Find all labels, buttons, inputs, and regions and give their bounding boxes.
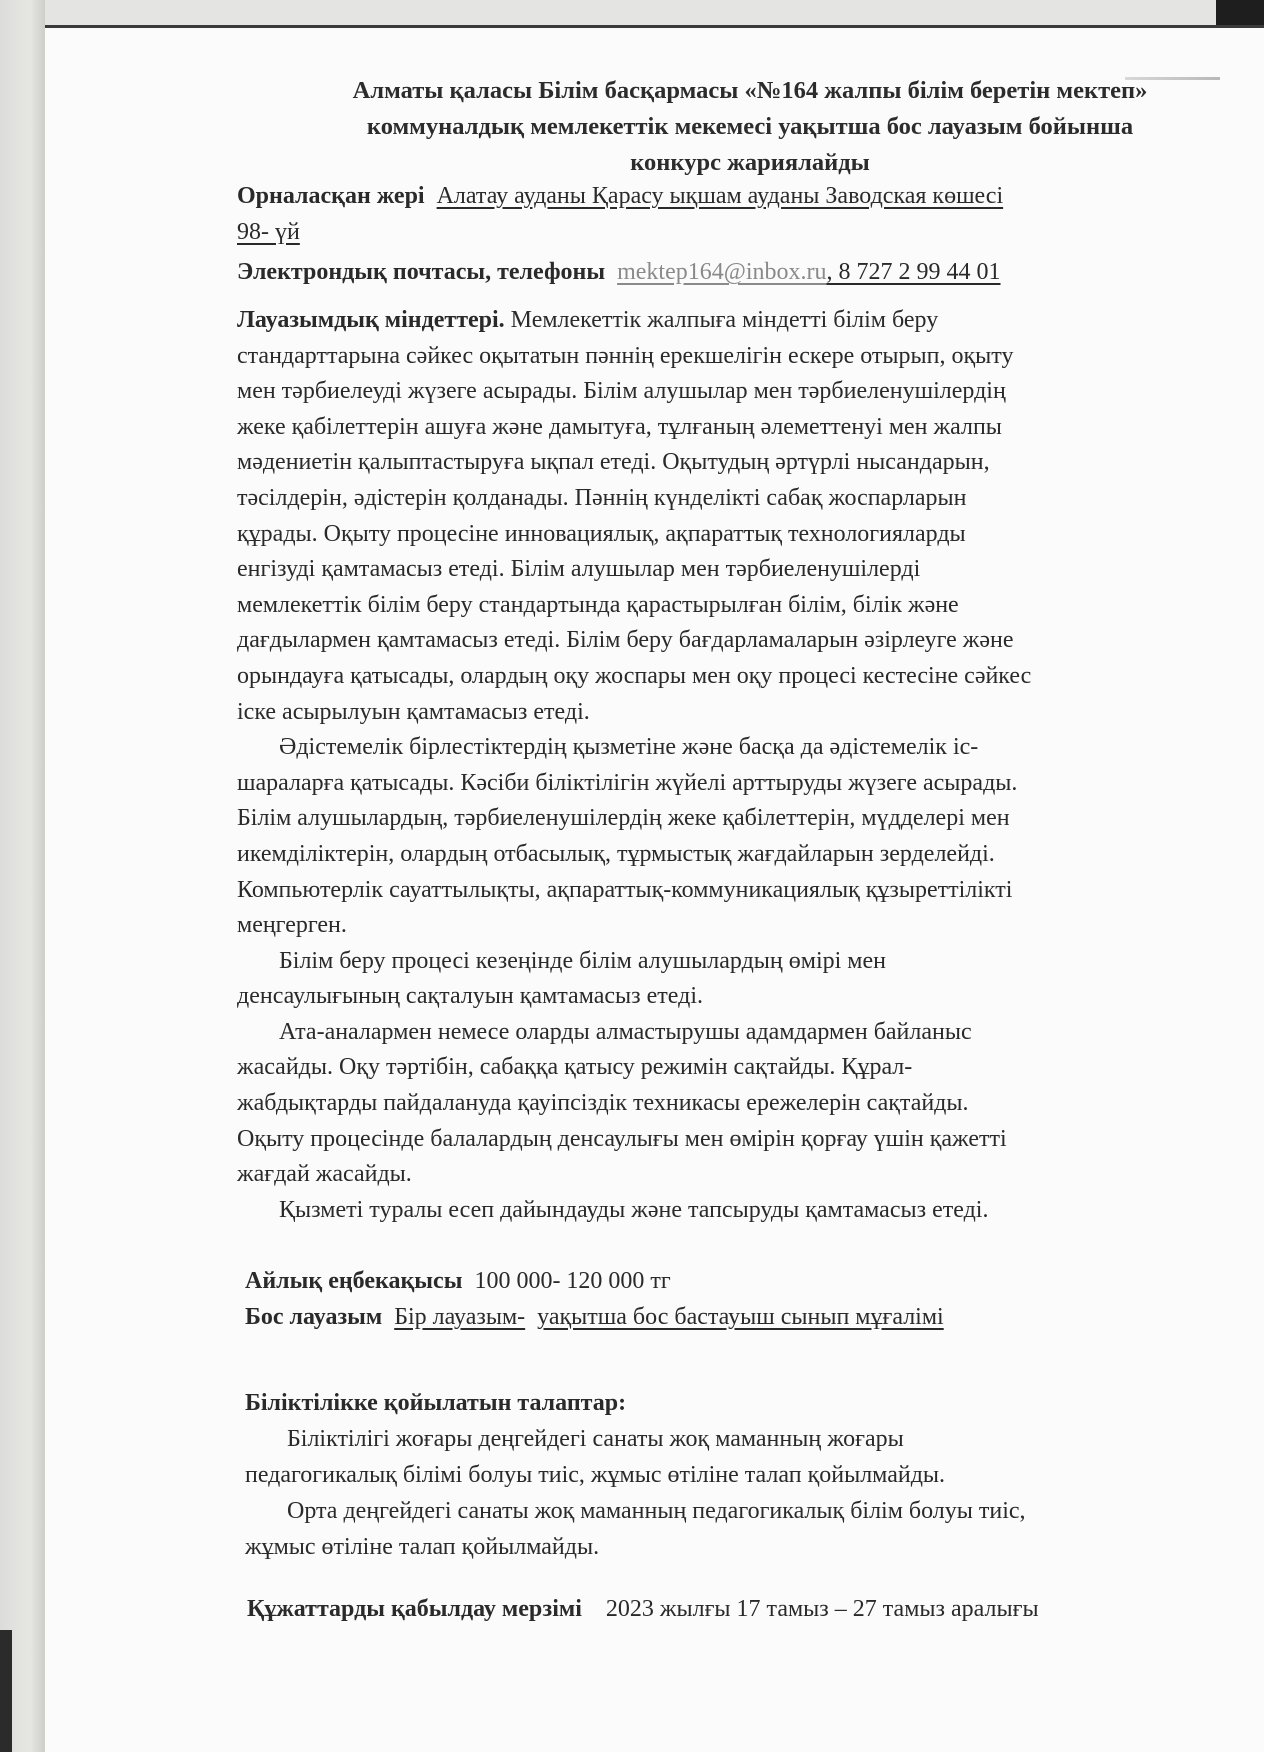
- requirements-section: [245, 1385, 1255, 1565]
- requirements-label: Біліктілікке қойылатын талаптар:: [245, 1390, 627, 1416]
- duties-line: стандарттарына сәйкес оқытатын пәннің ерекшелігін ескере отырып, оқыту: [237, 342, 1014, 369]
- duties-line: енгізуді қамтамасыз етеді. Білім алушылар мен тәрбиеленушілерді: [237, 556, 921, 583]
- duties-line: Білім беру процесі кезеңінде білім алушылардың өмірі мен: [279, 947, 886, 974]
- duties-line: Білім алушылардың, тәрбиеленушілердің жеке қабілеттерін, мүдделері мен: [237, 805, 1010, 832]
- duties-line: жасайды. Оқу тәртібін, сабаққа қатысу режимін сақтайды. Құрал-: [237, 1054, 913, 1081]
- deadline-label: Құжаттарды қабылдау мерзімі: [247, 1596, 582, 1622]
- duties-line: дағдылармен қамтамасыз етеді. Білім беру бағдарламаларын әзірлеуге және: [237, 627, 1014, 654]
- location-value-cont: 98- үй: [237, 219, 300, 245]
- duties-line: меңгерген.: [237, 912, 347, 939]
- scan-shadow-top-right: [1216, 0, 1264, 26]
- scan-shadow-bottom-left: [0, 1630, 12, 1752]
- requirements-line: Орта деңгейдегі санаты жоқ маманның педагогикалық білім болуы тиіс,: [287, 1498, 1026, 1524]
- duties-section: [237, 303, 1247, 1228]
- title-line: Алматы қаласы Білім басқармасы «№164 жалпы білім беретін мектеп»: [352, 77, 1148, 104]
- duties-line: Әдістемелік бірлестіктердің қызметіне және басқа да әдістемелік іс-: [279, 734, 979, 761]
- document-title: [245, 73, 1255, 181]
- location-label: Орналасқан жері: [237, 183, 425, 209]
- duties-line: Қызметі туралы есеп дайындауды және тапсыруды қамтамасыз етеді.: [279, 1196, 989, 1223]
- duties-label: Лауазымдық міндеттері.: [237, 307, 505, 333]
- scan-edge-left: [0, 0, 45, 1752]
- requirements-line: Біліктілігі жоғары деңгейдегі санаты жоқ маманның жоғары: [287, 1426, 904, 1452]
- vacancy-value: Бір лауазым-: [394, 1304, 526, 1330]
- duties-line: шараларға қатысады. Кәсіби біліктілігін жүйелі арттыруды жүзеге асырады.: [237, 769, 1018, 796]
- phone-number: , 8 727 2 99 44 01: [826, 259, 1001, 285]
- location-value: Алатау ауданы Қарасу ықшам ауданы Заводская көшесі: [436, 183, 1004, 209]
- contact-section: [237, 254, 1247, 290]
- title-line: коммуналдық мемлекеттік мекемесі уақытша бос лауазым бойынша: [366, 113, 1134, 140]
- deadline-section: [247, 1591, 1257, 1627]
- duties-line: Ата-аналармен немесе оларды алмастырушы адамдармен байланыс: [279, 1018, 972, 1045]
- salary-section: [245, 1263, 1255, 1335]
- duties-line: денсаулығының сақталуын қамтамасыз етеді.: [237, 983, 703, 1010]
- email-link[interactable]: mektep164@inbox.ru: [617, 259, 827, 285]
- vacancy-label: Бос лауазым: [245, 1304, 383, 1330]
- duties-line: мәдениетін қалыптастыруға ықпал етеді. Оқытудың әртүрлі нысандарын,: [237, 449, 990, 476]
- duties-line: икемділіктерін, олардың отбасылық, тұрмыстық жағдайларын зерделейді.: [237, 840, 995, 867]
- requirements-line: педагогикалық білімі болуы тиіс, жұмыс өтіліне талап қойылмайды.: [245, 1462, 946, 1488]
- duties-line: Мемлекеттік жалпыға міндетті білім беру: [504, 307, 939, 333]
- duties-line: мемлекеттік білім беру стандартында қарастырылған білім, білік және: [237, 591, 959, 618]
- salary-value: 100 000- 120 000 тг: [474, 1268, 671, 1294]
- title-line: конкурс жариялайды: [630, 149, 870, 176]
- location-section: [237, 178, 1247, 250]
- contact-label: Электрондық почтасы, телефоны: [237, 259, 606, 285]
- document-page: [45, 25, 1264, 1752]
- vacancy-value-cont: уақытша бос бастауыш сынып мұғалімі: [537, 1304, 944, 1330]
- duties-line: жеке қабілеттерін ашуға және дамытуға, тұлғаның әлеметтенуі мен жалпы: [237, 413, 1002, 440]
- requirements-line: жұмыс өтіліне талап қойылмайды.: [245, 1534, 600, 1560]
- duties-line: іске асырылуын қамтамасыз етеді.: [237, 698, 590, 725]
- duties-line: құрады. Оқыту процесіне инновациялық, ақпараттық технологияларды: [237, 520, 966, 547]
- duties-line: тәсілдерін, әдістерін қолданады. Пәннің күнделікті сабақ жоспарларын: [237, 484, 967, 511]
- duties-line: жағдай жасайды.: [237, 1161, 412, 1188]
- duties-line: Оқыту процесінде балалардың денсаулығы мен өмірін қорғау үшін қажетті: [237, 1125, 1007, 1152]
- duties-line: жабдықтарды пайдалануда қауіпсіздік техникасы ережелерін сақтайды.: [237, 1090, 969, 1117]
- deadline-value: 2023 жылғы 17 тамыз – 27 тамыз аралығы: [605, 1596, 1039, 1622]
- duties-line: Компьютерлік сауаттылықты, ақпараттық-коммуникациялық құзыреттілікті: [237, 876, 1013, 903]
- salary-label: Айлық еңбекақысы: [245, 1268, 463, 1294]
- duties-line: мен тәрбиелеуді жүзеге асырады. Білім алушылар мен тәрбиеленушілердің: [237, 378, 1006, 405]
- duties-line: орындауға қатысады, олардың оқу жоспары мен оқу процесі кестесіне сәйкес: [237, 662, 1032, 689]
